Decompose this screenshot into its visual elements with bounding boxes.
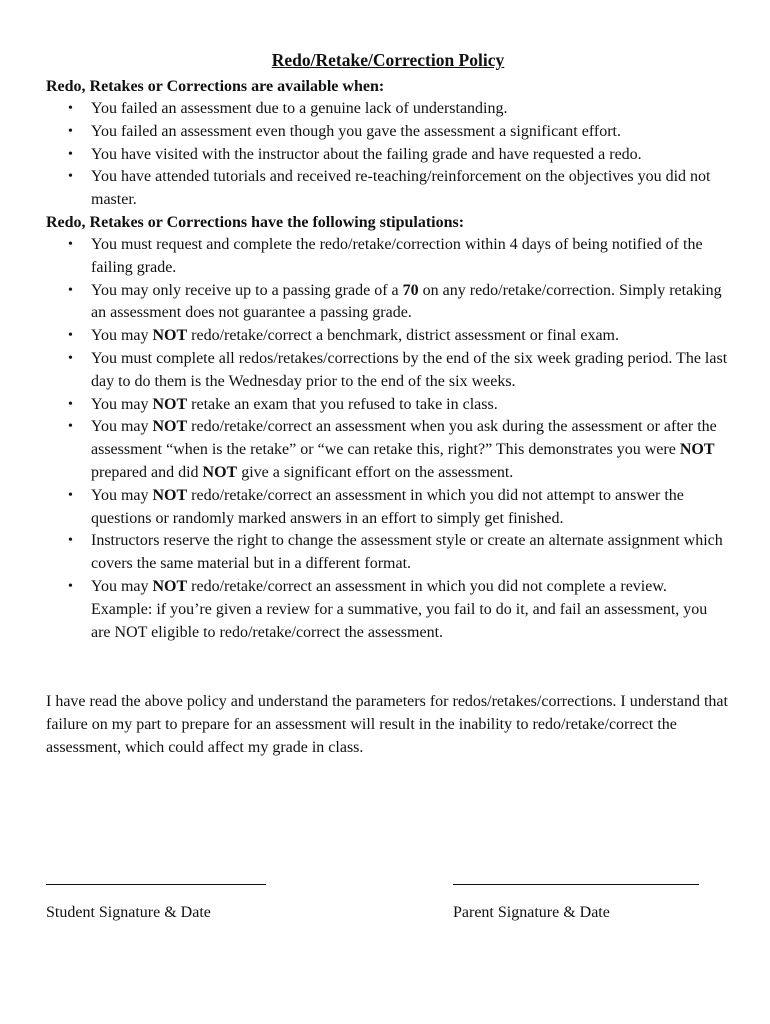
item-text: You may xyxy=(91,486,153,504)
item-text: You failed an assessment due to a genuine lack of understanding. xyxy=(91,100,508,117)
item-text: You failed an assessment even though you gave the assessment a significant effort. xyxy=(91,122,621,140)
item-text: You may xyxy=(91,395,153,413)
stipulations-heading: Redo, Retakes or Corrections have the following stipulations: xyxy=(46,213,465,231)
item-text: redo/retake/correct an assessment in which you did not attempt to answer the questions or randomly marked answers in an effort to simply get finished. xyxy=(91,486,684,527)
emphasis-text: NOT xyxy=(152,577,188,595)
emphasis-text: NOT xyxy=(152,418,188,436)
student-signature-line xyxy=(46,870,266,885)
parent-signature-line xyxy=(453,870,699,885)
list-item xyxy=(46,234,730,280)
item-text: You must request and complete the redo/retake/correction within 4 days of being notified of the failing grade. xyxy=(91,235,703,276)
bullet-icon: • xyxy=(68,101,73,116)
bullet-icon: • xyxy=(68,578,73,594)
item-text: redo/retake/correct an assessment in which you did not complete a review. Example: if you’re given a review for a summative, you fail to do it, and fail an assessment, you are NOT eligible to redo/retake/correct the assessment. xyxy=(91,577,708,641)
item-text: You may xyxy=(91,327,153,345)
bullet-icon: • xyxy=(68,487,73,503)
availability-list xyxy=(46,98,730,212)
stipulations-list xyxy=(46,234,730,644)
emphasis-text: NOT xyxy=(202,463,238,481)
availability-heading: Redo, Retakes or Corrections are available when: xyxy=(46,78,385,95)
item-text: give a significant effort on the assessment. xyxy=(237,463,514,481)
item-text: You must complete all redos/retakes/corrections by the end of the six week grading period. The last day to do them is the Wednesday prior to the end of the six weeks. xyxy=(91,349,728,390)
item-text: You may xyxy=(91,418,153,436)
policy-document xyxy=(46,48,730,776)
item-text: prepared and did xyxy=(91,463,203,481)
bullet-icon: • xyxy=(68,419,73,435)
bullet-icon: • xyxy=(68,123,73,139)
bullet-icon: • xyxy=(68,533,73,549)
list-item xyxy=(46,325,730,348)
emphasis-text: NOT xyxy=(152,395,188,413)
list-item xyxy=(46,576,730,644)
bullet-icon: • xyxy=(68,328,73,344)
bullet-icon: • xyxy=(68,396,73,412)
bullet-icon: • xyxy=(68,169,73,185)
item-text: redo/retake/correct an assessment when you ask during the assessment or after the assessment “when is the retake” or “we can retake this, right?” This demonstrates you were xyxy=(91,418,717,459)
bullet-icon: • xyxy=(68,236,73,252)
parent-signature-block xyxy=(453,870,699,924)
item-text: You may only receive up to a passing grade of a xyxy=(91,281,403,299)
item-text: You may xyxy=(91,577,153,595)
emphasis-text: 70 xyxy=(402,281,419,299)
list-item xyxy=(46,121,730,144)
item-text: You have attended tutorials and received re-teaching/reinforcement on the objectives you did not master. xyxy=(91,168,711,209)
item-text: on any redo/retake/correction. Simply retaking an assessment does not guarantee a passing grade. xyxy=(91,281,722,322)
item-text: Instructors reserve the right to change the assessment style or create an alternate assignment which covers the same material but in a different format. xyxy=(91,532,723,573)
list-item xyxy=(46,166,730,212)
emphasis-text: NOT xyxy=(152,327,188,345)
list-item xyxy=(46,98,730,121)
bullet-icon: • xyxy=(68,146,73,162)
list-item xyxy=(46,144,730,167)
list-item xyxy=(46,485,730,531)
emphasis-text: NOT xyxy=(679,441,715,459)
student-signature-label: Student Signature & Date xyxy=(46,904,211,921)
parent-signature-label: Parent Signature & Date xyxy=(453,904,610,921)
item-text: retake an exam that you refused to take in class. xyxy=(187,395,498,413)
item-text: You have visited with the instructor about the failing grade and have requested a redo. xyxy=(91,145,642,163)
list-item xyxy=(46,416,730,484)
signature-area xyxy=(46,870,730,930)
list-item xyxy=(46,280,730,326)
page-title: Redo/Retake/Correction Policy xyxy=(271,50,505,70)
list-item xyxy=(46,348,730,394)
list-item xyxy=(46,530,730,576)
acknowledgement-paragraph: I have read the above policy and understand the parameters for redos/retakes/corrections. I understand that failure on my part to prepare for an assessment will result in the inability to redo/retake/correct the assessment, which could affect my grade in class. xyxy=(46,693,728,756)
item-text: redo/retake/correct a benchmark, district assessment or final exam. xyxy=(187,327,619,345)
emphasis-text: NOT xyxy=(152,486,188,504)
bullet-icon: • xyxy=(68,350,73,366)
student-signature-block xyxy=(46,870,266,924)
bullet-icon: • xyxy=(68,282,73,298)
list-item xyxy=(46,394,730,417)
